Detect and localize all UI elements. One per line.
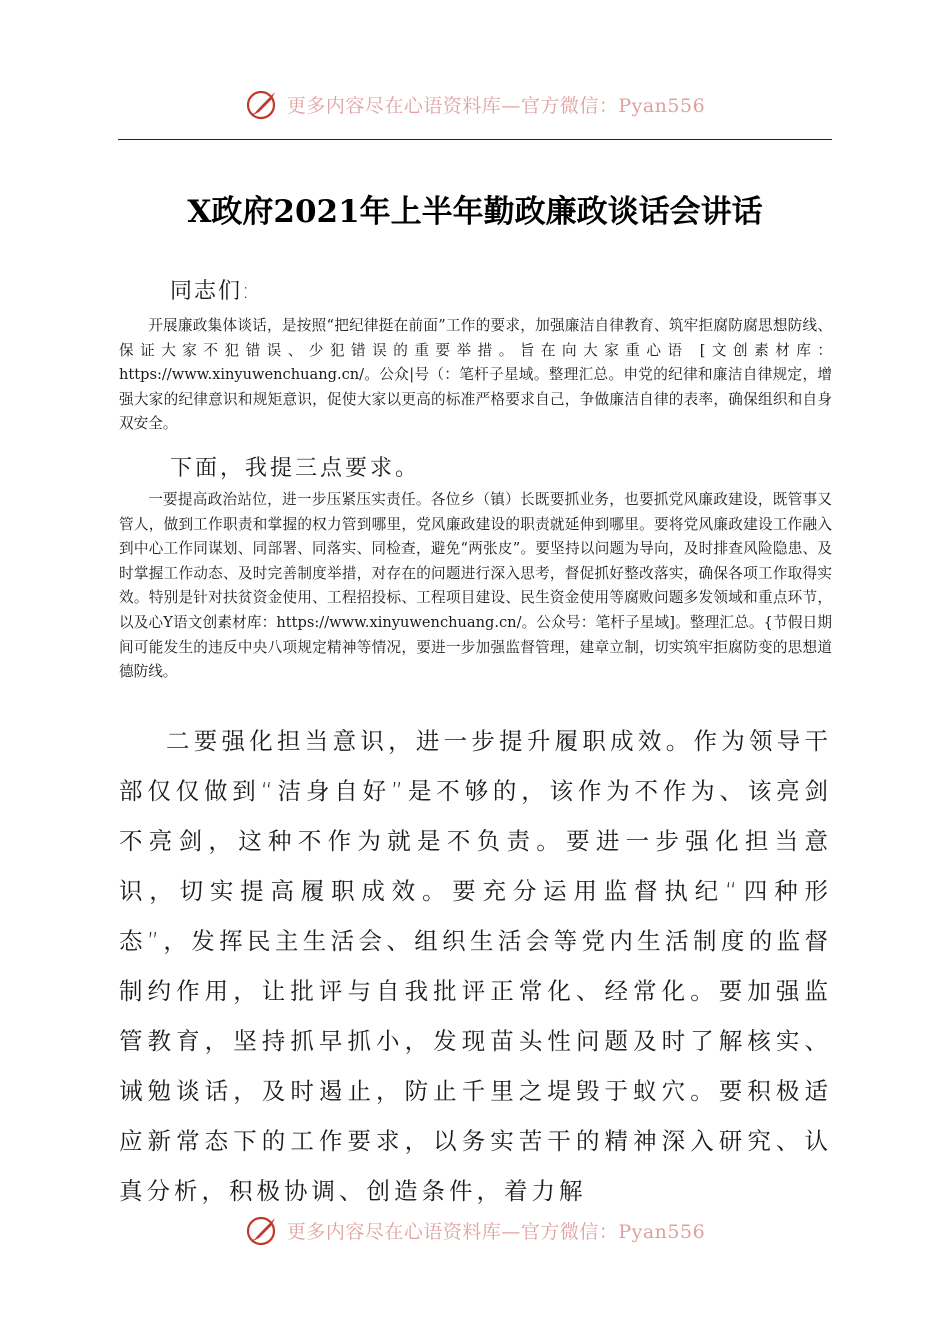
document-title: X政府2021年上半年勤政廉政谈话会讲话 [187,194,763,230]
salutation: 同志们: [170,279,252,304]
requirement-one-paragraph: 一要提高政治站位，进一步压紧压实责任。各位乡（镇）长既要抓业务，也要抓党风廉政建设，既管事又管人，做到工作职责和掌握的权力管到哪里，党风廉政建设的职责就延伸到哪里。要将党风廉政建设工作融入到中心工作同谋划、同部署、同落实、同检查，避免“两张皮”。要坚持以问题为导向，及时排查风险隐患、及时掌握工作动态、及时完善制度举措，对存在的问题进行深入思考，督促抓好整改落实，确保各项工作取得实效。特别是针对扶贫资金使用、工程招投标、工程项目建设、民生资金使用等腐败问题多发领域和重点环节，以及心Y语文创素材库：https://www.xinyuwenchuang.cn/。公众号：笔杆子星域]。整理汇总。{节假日期间可能发生的违反中央八项规定精神等情况，要进一步加强监督管理，建章立制，切实筑牢拒腐防变的思想道德防线。 [119,491,832,681]
footer-watermark-banner [0,1210,950,1250]
footer-watermark-text: 更多内容尽在心语资料库—官方微信：Pyan556 [286,1220,706,1243]
quill-logo-icon [245,1212,281,1248]
header-divider [118,139,832,140]
header-watermark-text: 更多内容尽在心语资料库—官方微信：Pyan556 [286,94,706,117]
intro-paragraph: 开展廉政集体谈话，是按照“把纪律挺在前面”工作的要求，加强廉洁自律教育、筑牢拒腐防腐思想防线、保证大家不犯错误、少犯错误的重要举措。旨在向大家重心语 [文创素材库：https://www.xinyuwenchuang.cn/。公众|号（：笔杆子星域。整理汇总。申党的纪律和廉洁自律规定，增强大家的纪律意识和规矩意识，促使大家以更高的标准严格要求自己，争做廉洁自律的表率，确保组织和自身双安全。 [119,317,832,433]
requirement-two-paragraph: 二要强化担当意识，进一步提升履职成效。作为领导干部仅仅做到“洁身自好”是不够的，该作为不作为、该亮剑不亮剑，这种不作为就是不负责。要进一步强化担当意识，切实提高履职成效。要充分运用监督执纪“四种形态”，发挥民主生活会、组织生活会等党内生活制度的监督制约作用，让批评与自我批评正常化、经常化。要加强监管教育，坚持抓早抓小，发现苗头性问题及时了解核实、诫勉谈话，及时遏止，防止千里之堤毁于蚁穴。要积极适应新常态下的工作要求，以务实苦干的精神深入研究、认真分析，积极协调、创造条件，着力解 [119,727,832,1205]
requirements-intro: 下面，我提三点要求。 [170,456,421,481]
header-watermark-banner [0,84,950,124]
quill-logo-icon [245,86,281,122]
